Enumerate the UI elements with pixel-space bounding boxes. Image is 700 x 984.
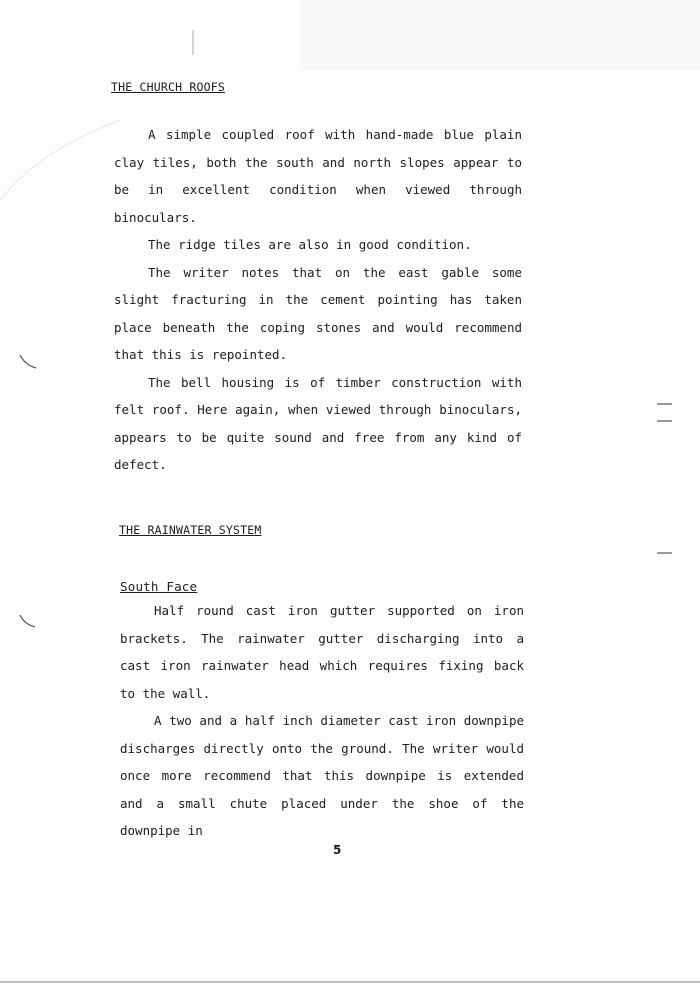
rainwater-system-body: [120, 597, 524, 845]
paragraph-ridge-tiles: The ridge tiles are also in good condition.: [148, 237, 472, 252]
section-heading-rainwater-system: THE RAINWATER SYSTEM: [119, 523, 262, 537]
church-roofs-body: [114, 121, 522, 479]
paragraph-east-gable: The writer notes that on the east gable some slight fracturing in the cement pointing has taken place beneath the coping stones and would recommend that this is repointed.: [114, 264, 522, 362]
subheading-south-face: South Face: [120, 579, 198, 594]
paragraph-gutter: Half round cast iron gutter supported on iron brackets. The rainwater gutter discharging into a cast iron rainwater head which requires fixing back to the wall.: [120, 603, 524, 701]
section-heading-church-roofs: THE CHURCH ROOFS: [111, 80, 225, 94]
paragraph-downpipe: A two and a half inch diameter cast iron downpipe discharges directly onto the ground. The writer would once more recommend that this downpipe is extended and a small chute placed under the shoe of the downpipe in: [120, 713, 524, 838]
paragraph-roof-description: A simple coupled roof with hand-made blue plain clay tiles, both the south and north slopes appear to be in excellent condition when viewed through binoculars.: [114, 127, 522, 225]
page-number: 5: [333, 843, 342, 857]
paragraph-bell-housing: The bell housing is of timber construction with felt roof. Here again, when viewed through binoculars, appears to be quite sound and free from any kind of defect.: [114, 374, 522, 472]
